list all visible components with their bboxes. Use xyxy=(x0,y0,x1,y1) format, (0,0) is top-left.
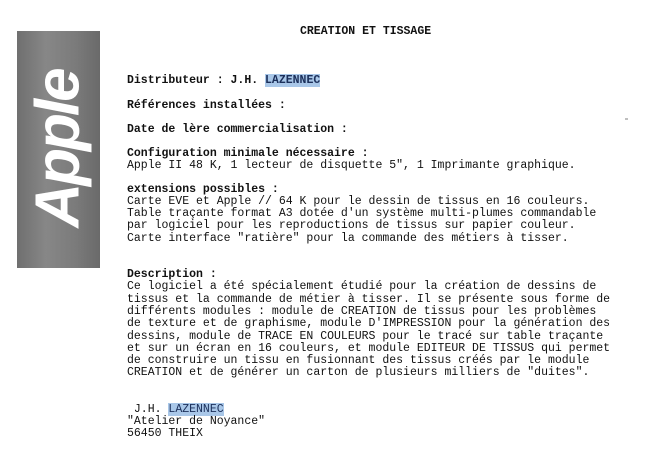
description-line-7: de construire un tissu en fusionnant des tissus créés par le module xyxy=(127,354,590,367)
extensions-line-4: Carte interface "ratière" pour la commande des métiers à tisser. xyxy=(127,232,569,245)
page-title: CREATION ET TISSAGE xyxy=(300,25,432,38)
description-line-3: différents modules : module de CREATION de tissus pour les problèmes xyxy=(127,305,597,318)
config-text: Apple II 48 K, 1 lecteur de disquette 5", 1 Imprimante graphique. xyxy=(127,159,576,172)
scan-speck xyxy=(625,118,628,120)
distributeur-line xyxy=(127,75,320,88)
description-line-1: Ce logiciel a été spécialement étudié pour la création de dessins de xyxy=(127,280,597,293)
address-name-highlight: LAZENNEC xyxy=(168,403,224,416)
address-prefix: J.H. xyxy=(127,403,169,416)
extensions-line-3: par logiciel pour les reproductions de tissus sur papier couleur. xyxy=(127,219,576,232)
description-heading: Description : xyxy=(127,268,217,281)
apple-sidebar-banner xyxy=(17,31,100,268)
description-line-5: dessins, module de TRACE EN COULEURS pour le tracé sur table traçante xyxy=(127,330,604,343)
config-heading: Configuration minimale nécessaire : xyxy=(127,147,369,160)
address-line-3: 56450 THEIX xyxy=(127,427,203,440)
references-heading: Références installées : xyxy=(127,99,286,112)
distributeur-name-highlight: LAZENNEC xyxy=(265,74,321,87)
address-line-2: "Atelier de Noyance" xyxy=(127,415,266,428)
extensions-line-2: Table traçante format A3 dotée d'un système multi-plumes commandable xyxy=(127,207,597,220)
description-line-6: et sur un écran en 16 couleurs, et module EDITEUR DE TISSUS qui permet xyxy=(127,342,611,355)
description-line-4: de texture et de graphisme, module D'IMPRESSION pour la génération des xyxy=(127,317,611,330)
date-commercialisation-heading: Date de lère commercialisation : xyxy=(127,123,348,136)
description-line-8: CREATION et de générer un carton de plusieurs milliers de "duites". xyxy=(127,366,590,379)
extensions-heading: extensions possibles : xyxy=(127,183,279,196)
distributeur-label: Distributeur : J.H. xyxy=(127,74,266,87)
extensions-line-1: Carte EVE et Apple // 64 K pour le dessin de tissus en 16 couleurs. xyxy=(127,195,590,208)
description-line-2: tissus et la commande de métier à tisser. Il se présente sous forme de xyxy=(127,293,611,306)
apple-logo-text: Apple xyxy=(23,70,93,228)
